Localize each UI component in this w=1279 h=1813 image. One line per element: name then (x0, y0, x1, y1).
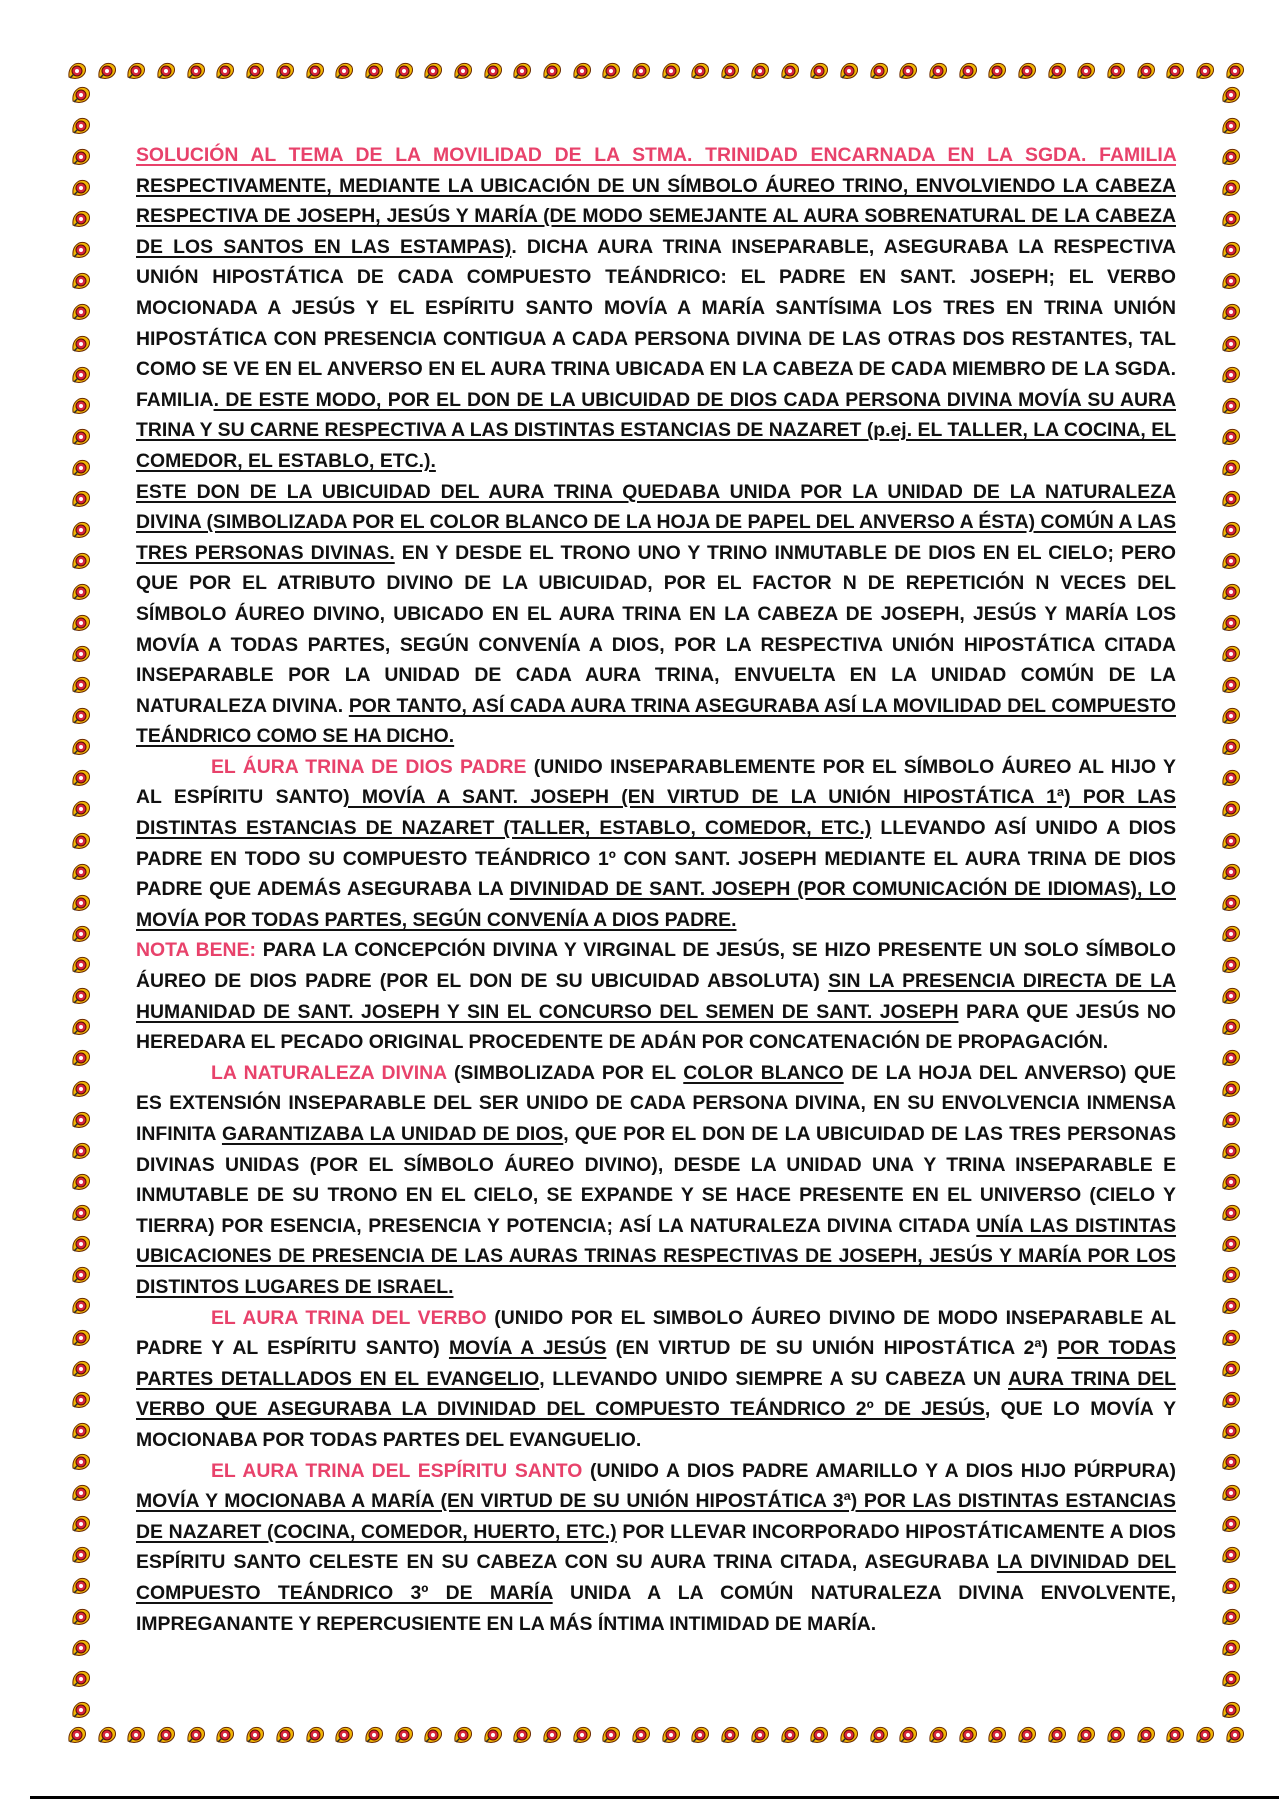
flower-icon (70, 1606, 92, 1628)
flower-icon (70, 84, 92, 106)
flower-icon (1220, 1202, 1242, 1224)
highlighted-heading: EL AURA TRINA DEL VERBO (211, 1306, 487, 1329)
flower-icon (1194, 60, 1216, 82)
flower-icon (541, 60, 563, 82)
flower-icon (125, 1724, 147, 1746)
flower-icon (660, 60, 682, 82)
flower-icon (155, 60, 177, 82)
flower-icon (96, 1724, 118, 1746)
flower-icon (70, 1451, 92, 1473)
flower-icon (600, 60, 622, 82)
flower-icon (808, 1724, 830, 1746)
flower-icon (1016, 1724, 1038, 1746)
flower-icon (214, 1724, 236, 1746)
flower-icon (70, 1171, 92, 1193)
flower-icon (1220, 84, 1242, 106)
paragraph-1 (136, 140, 1176, 477)
flower-icon (838, 1724, 860, 1746)
flower-icon (70, 550, 92, 572)
flower-icon (749, 60, 771, 82)
flower-icon (1220, 861, 1242, 883)
flower-icon (70, 643, 92, 665)
flower-icon (1220, 1264, 1242, 1286)
flower-icon (1220, 612, 1242, 634)
flower-icon (70, 581, 92, 603)
flower-icon (70, 892, 92, 914)
flower-icon (1220, 550, 1242, 572)
flower-icon (927, 60, 949, 82)
flower-icon (986, 1724, 1008, 1746)
underlined-text: MOVÍA Y MOCIONABA A MARÍA (EN VIRTUD DE SU UNIÓN HIPOSTÁTICA 3ª) POR LAS DISTINTAS ESTANCIAS DE NAZARET (COCINA, COMEDOR, HUERTO, ETC.) (136, 1490, 1176, 1543)
flower-icon (304, 60, 326, 82)
flower-icon (482, 1724, 504, 1746)
flower-icon (1220, 1389, 1242, 1411)
flower-icon (1075, 1724, 1097, 1746)
flower-icon (70, 985, 92, 1007)
flower-icon (422, 1724, 444, 1746)
underlined-text: POR TANTO, ASÍ CADA AURA TRINA ASEGURABA ASÍ LA MOVILIDAD DEL COMPUESTO TEÁNDRICO COMO SE HA DICHO. (136, 694, 1176, 748)
flower-icon (96, 60, 118, 82)
flower-icon (70, 674, 92, 696)
flower-icon (630, 1724, 652, 1746)
flower-icon (1220, 395, 1242, 417)
flower-icon (482, 60, 504, 82)
flower-icon (927, 1724, 949, 1746)
flower-icon (185, 60, 207, 82)
flower-icon (1220, 954, 1242, 976)
border-bottom (66, 1722, 1246, 1748)
flower-icon (274, 60, 296, 82)
flower-icon (70, 1544, 92, 1566)
flower-icon (1220, 519, 1242, 541)
underlined-text: UNÍA LAS DISTINTAS UBICACIONES DE PRESENCIA DE LAS AURAS TRINAS RESPECTIVAS DE JOSEPH, JESÚS Y MARÍA POR LOS DISTINTOS LUGARES DE ISRAEL. (136, 1214, 1177, 1298)
highlighted-heading: LA NATURALEZA DIVINA (211, 1061, 447, 1084)
page-bottom-line (30, 1796, 1279, 1799)
flower-icon (1220, 239, 1242, 261)
underlined-text: MOVÍA A JESÚS (448, 1337, 607, 1360)
flower-icon (660, 1724, 682, 1746)
flower-icon (1220, 1047, 1242, 1069)
flower-icon (70, 519, 92, 541)
flower-icon (70, 239, 92, 261)
flower-icon (1220, 1233, 1242, 1255)
flower-icon (70, 1327, 92, 1349)
flower-icon (1220, 1544, 1242, 1566)
text-segment: (UNIDO POR EL SIMBOLO ÁUREO DIVINO DE MODO INSEPARABLE AL PADRE Y AL ESPÍRITU SANTO) (136, 1306, 1176, 1360)
flower-icon (70, 426, 92, 448)
text-segment: (SIMBOLIZADA POR EL (446, 1061, 684, 1084)
flower-icon (1220, 1575, 1242, 1597)
flower-icon (70, 1202, 92, 1224)
flower-icon (70, 923, 92, 945)
text-segment: POR LLEVAR INCORPORADO HIPOSTÁTICAMENTE A DIOS ESPÍRITU SANTO CELESTE EN SU CABEZA CON SU AURA TRINA CITADA, ASEGURABA (136, 1520, 1176, 1574)
flower-icon (70, 1295, 92, 1317)
flower-icon (897, 60, 919, 82)
underlined-text: SIN LA PRESENCIA DIRECTA DE LA HUMANIDAD DE SANT. JOSEPH Y SIN EL CONCURSO DEL SEMEN DE SANT. JOSEPH (136, 970, 1177, 1023)
flower-icon (779, 60, 801, 82)
flower-icon (600, 1724, 622, 1746)
flower-icon (274, 1724, 296, 1746)
flower-icon (1220, 115, 1242, 137)
flower-icon (70, 1575, 92, 1597)
flower-icon (70, 1389, 92, 1411)
flower-icon (868, 1724, 890, 1746)
underlined-text: ESTE DON DE LA UBICUIDAD DEL AURA TRINA QUEDABA UNIDA POR LA UNIDAD DE LA NATURALEZA DIVINA (SIMBOLIZADA POR EL COLOR BLANCO DE LA HOJA DE PAPEL DEL ANVERSO A ÉSTA) COMÚN A LAS TRES PERSONAS DIVINAS. (136, 480, 1176, 564)
flower-icon (70, 736, 92, 758)
text-segment: PARA LA CONCEPCIÓN DIVINA Y VIRGINAL DE JESÚS, SE HIZO PRESENTE UN SOLO SÍMBOLO ÁUREO DE DIOS PADRE (POR EL DON DE SU UBICUIDAD ABSOLUTA) (136, 939, 1176, 993)
flower-icon (1194, 1724, 1216, 1746)
paragraph-7 (136, 1456, 1176, 1640)
flower-icon (70, 767, 92, 789)
flower-icon (1164, 1724, 1186, 1746)
paragraph-3 (136, 752, 1176, 936)
flower-icon (70, 1513, 92, 1535)
border-right (1218, 84, 1244, 1722)
flower-icon (630, 60, 652, 82)
flower-icon (244, 1724, 266, 1746)
flower-icon (1220, 830, 1242, 852)
flower-icon (70, 1482, 92, 1504)
paragraph-4 (136, 935, 1176, 1057)
flower-icon (363, 1724, 385, 1746)
flower-icon (70, 1264, 92, 1286)
flower-icon (70, 1109, 92, 1131)
flower-icon (70, 1047, 92, 1069)
flower-icon (70, 115, 92, 137)
flower-icon (1220, 301, 1242, 323)
flower-icon (1164, 60, 1186, 82)
flower-icon (1220, 1295, 1242, 1317)
underlined-text: GARANTIZABA LA UNIDAD DE DIOS (221, 1123, 564, 1145)
flower-icon (1220, 1171, 1242, 1193)
flower-icon (70, 705, 92, 727)
flower-icon (571, 60, 593, 82)
text-segment: (EN VIRTUD DE SU UNIÓN HIPOSTÁTICA 2ª) (606, 1337, 1058, 1360)
flower-icon (1220, 985, 1242, 1007)
flower-icon (838, 60, 860, 82)
flower-icon (1220, 1699, 1242, 1721)
highlighted-heading: EL ÁURA TRINA DE DIOS PADRE (211, 755, 527, 778)
flower-icon (1220, 674, 1242, 696)
flower-icon (70, 861, 92, 883)
underlined-text: . DE ESTE MODO, POR EL DON DE LA UBICUIDAD DE DIOS CADA PERSONA DIVINA MOVÍA SU AURA TRINA Y SU CARNE RESPECTIVA A LAS DISTINTAS ESTANCIAS DE NAZARET (p.ej. EL TALLER, LA COCINA, EL COMEDOR, EL ESTABLO, ETC.). (136, 388, 1176, 472)
flower-icon (1220, 208, 1242, 230)
flower-icon (70, 1233, 92, 1255)
flower-icon (70, 830, 92, 852)
flower-icon (1220, 333, 1242, 355)
border-left (68, 84, 94, 1722)
flower-icon (1220, 892, 1242, 914)
flower-icon (70, 270, 92, 292)
text-segment: (UNIDO A DIOS PADRE AMARILLO Y A DIOS HIJO PÚRPURA) (582, 1459, 1176, 1482)
flower-icon (1105, 1724, 1127, 1746)
text-segment: , LLEVANDO UNIDO SIEMPRE A SU CABEZA UN (539, 1367, 1009, 1390)
flower-icon (452, 60, 474, 82)
flower-icon (1220, 488, 1242, 510)
flower-icon (1220, 1482, 1242, 1504)
paragraph-5 (136, 1058, 1176, 1303)
flower-icon (333, 60, 355, 82)
text-segment: UNIDA A LA COMÚN NATURALEZA DIVINA ENVOLVENTE, IMPREGANANTE Y REPERCUSIENTE EN LA MÁS ÍNTIMA INTIMIDAD DE MARÍA. (136, 1581, 1176, 1635)
flower-icon (1220, 1327, 1242, 1349)
flower-icon (1220, 426, 1242, 448)
flower-icon (304, 1724, 326, 1746)
flower-icon (1046, 60, 1068, 82)
flower-icon (393, 1724, 415, 1746)
flower-icon (1220, 1668, 1242, 1690)
flower-icon (422, 60, 444, 82)
flower-icon (1220, 177, 1242, 199)
flower-icon (155, 1724, 177, 1746)
flower-icon (571, 1724, 593, 1746)
flower-icon (70, 208, 92, 230)
underlined-text: COLOR BLANCO (683, 1061, 844, 1084)
flower-icon (1075, 60, 1097, 82)
text-segment: (UNIDO INSEPARABLEMENTE POR EL SÍMBOLO ÁUREO AL HIJO Y AL ESPÍRITU SANTO (136, 755, 1176, 809)
flower-icon (689, 60, 711, 82)
flower-icon (719, 1724, 741, 1746)
flower-icon (70, 954, 92, 976)
text-segment: EN Y DESDE EL TRONO UNO Y TRINO INMUTABLE DE DIOS EN EL CIELO; PERO QUE POR EL ATRIBUTO DIVINO DE LA UBICUIDAD, POR EL FACTOR N DE REPETICIÓN N VECES DEL SÍMBOLO ÁUREO DIVINO, UBICADO EN EL AURA TRINA EN LA CABEZA DE JOSEPH, JESÚS Y MARÍA LOS MOVÍA A TODAS PARTES, SEGÚN CONVENÍA A DIOS, POR LA RESPECTIVA UNIÓN HIPOSTÁTICA CITADA INSEPARABLE POR LA UNIDAD DE CADA AURA TRINA, ENVUELTA EN LA UNIDAD COMÚN DE LA NATURALEZA DIVINA. (136, 541, 1176, 717)
flower-icon (66, 60, 88, 82)
text-segment: LLEVANDO ASÍ UNIDO A DIOS PADRE EN TODO SU COMPUESTO TEÁNDRICO 1º CON SANT. JOSEPH MEDIANTE EL AURA TRINA DE DIOS PADRE QUE ADEMÁS ASEGURABA LA (136, 817, 1176, 901)
text-segment: , QUE POR EL DON DE LA UBICUIDAD DE LAS TRES PERSONAS DIVINAS UNIDAS (POR EL SÍMBOLO ÁUREO DIVINO), DESDE LA UNIDAD UNA Y TRINA INSEPARABLE E INMUTABLE DE SU TRONO EN EL CIELO, SE EXPANDE Y SE HACE PRESENTE EN EL UNIVERSO (CIELO Y TIERRA) POR ESENCIA, PRESENCIA Y POTENCIA; ASÍ LA NATURALEZA DIVINA CITADA (136, 1123, 1177, 1237)
flower-icon (957, 60, 979, 82)
flower-icon (1220, 1451, 1242, 1473)
flower-icon (1220, 736, 1242, 758)
text-segment: PARA QUE JESÚS NO HEREDARA EL PECADO ORIGINAL PROCEDENTE DE ADÁN POR CONCATENACIÓN DE PROPAGACIÓN. (136, 1000, 1176, 1054)
flower-icon (1220, 1140, 1242, 1162)
flower-icon (70, 1699, 92, 1721)
flower-icon (70, 1668, 92, 1690)
flower-icon (333, 1724, 355, 1746)
flower-icon (1220, 1078, 1242, 1100)
flower-icon (1220, 767, 1242, 789)
text-segment: . DICHA AURA TRINA INSEPARABLE, ASEGURABA LA RESPECTIVA UNIÓN HIPOSTÁTICA DE CADA COMPUESTO TEÁNDRICO: EL PADRE EN SANT. JOSEPH; EL VERBO MOCIONADA A JESÚS Y EL ESPÍRITU SANTO MOVÍA A MARÍA SANTÍSIMA LOS TRES EN TRINA UNIÓN HIPOSTÁTICA CON PRESENCIA CONTIGUA A CADA PERSONA DIVINA DE LAS OTRAS DOS RESTANTES, TAL COMO SE VE EN EL ANVERSO EN EL AURA TRINA UBICADA EN LA CABEZA DE CADA MIEMBRO DE LA SGDA. FAMILIA (136, 235, 1177, 411)
flower-icon (986, 60, 1008, 82)
paragraph-2 (136, 477, 1176, 752)
flower-icon (1220, 1606, 1242, 1628)
flower-icon (70, 177, 92, 199)
flower-icon (1224, 60, 1246, 82)
underlined-text: AURA TRINA DEL VERBO QUE ASEGURABA LA DIVINIDAD DEL COMPUESTO TEÁNDRICO 2º DE JESÚS (136, 1367, 1177, 1421)
flower-icon (70, 1420, 92, 1442)
flower-icon (957, 1724, 979, 1746)
flower-icon (749, 1724, 771, 1746)
flower-icon (511, 1724, 533, 1746)
document-body (136, 140, 1176, 1639)
flower-icon (1220, 146, 1242, 168)
flower-icon (1220, 1513, 1242, 1535)
flower-icon (1220, 923, 1242, 945)
flower-icon (70, 488, 92, 510)
flower-icon (185, 1724, 207, 1746)
flower-icon (1220, 643, 1242, 665)
flower-icon (70, 1016, 92, 1038)
flower-icon (1220, 270, 1242, 292)
flower-icon (868, 60, 890, 82)
highlighted-heading: NOTA BENE: (136, 939, 256, 962)
flower-icon (70, 1358, 92, 1380)
highlighted-heading: SOLUCIÓN AL TEMA DE LA MOVILIDAD DE LA STMA. TRINIDAD ENCARNADA EN LA SGDA. FAMILIA (136, 144, 1176, 166)
flower-icon (1220, 1109, 1242, 1131)
flower-icon (1220, 1016, 1242, 1038)
flower-icon (897, 1724, 919, 1746)
flower-icon (70, 301, 92, 323)
flower-icon (70, 457, 92, 479)
flower-icon (214, 60, 236, 82)
flower-icon (125, 60, 147, 82)
flower-icon (1220, 1637, 1242, 1659)
flower-icon (70, 1140, 92, 1162)
flower-icon (1046, 1724, 1068, 1746)
flower-icon (70, 798, 92, 820)
flower-icon (70, 364, 92, 386)
text-segment: DE LA HOJA DEL ANVERSO) QUE ES EXTENSIÓN INSEPARABLE DEL SER UNIDO DE CADA PERSONA DIVINA, EN SU ENVOLVENCIA INMENSA INFINITA (136, 1061, 1176, 1145)
highlighted-heading: EL AURA TRINA DEL ESPÍRITU SANTO (211, 1459, 583, 1482)
flower-icon (244, 60, 266, 82)
underlined-text: DIVINIDAD DE SANT. JOSEPH (POR COMUNICACIÓN DE IDIOMAS), LO MOVÍA POR TODAS PARTES, SEGÚN CONVENÍA A DIOS PADRE. (136, 878, 1176, 931)
text-segment: , QUE LO MOVÍA Y MOCIONABA POR TODAS PARTES DEL EVANGUELIO. (136, 1398, 1176, 1451)
border-top (66, 58, 1246, 84)
flower-icon (452, 1724, 474, 1746)
flower-icon (719, 60, 741, 82)
flower-icon (1220, 457, 1242, 479)
underlined-text: POR TODAS PARTES DETALLADOS EN EL EVANGELIO (136, 1337, 1176, 1390)
flower-icon (808, 60, 830, 82)
flower-icon (1220, 1420, 1242, 1442)
flower-icon (1105, 60, 1127, 82)
flower-icon (70, 333, 92, 355)
flower-icon (70, 1637, 92, 1659)
flower-icon (779, 1724, 801, 1746)
flower-icon (70, 146, 92, 168)
flower-icon (541, 1724, 563, 1746)
flower-icon (1016, 60, 1038, 82)
flower-icon (511, 60, 533, 82)
flower-icon (689, 1724, 711, 1746)
underlined-text: ) MOVÍA A SANT. JOSEPH (EN VIRTUD DE LA UNIÓN HIPOSTÁTICA 1ª) POR LAS DISTINTAS ESTANCIAS DE NAZARET (TALLER, ESTABLO, COMEDOR, ETC.) (136, 786, 1176, 840)
flower-icon (1224, 1724, 1246, 1746)
flower-icon (1135, 1724, 1157, 1746)
underlined-text: RESPECTIVAMENTE, MEDIANTE LA UBICACIÓN DE UN SÍMBOLO ÁUREO TRINO, ENVOLVIENDO LA CABEZA RESPECTIVA DE JOSEPH, JESÚS Y MARÍA (DE MODO SEMEJANTE AL AURA SOBRENATURAL DE LA CABEZA DE LOS SANTOS EN LAS ESTAMPAS) (136, 174, 1176, 258)
underlined-text: LA DIVINIDAD DEL COMPUESTO TEÁNDRICO 3º DE MARÍA (136, 1551, 1176, 1604)
flower-icon (1220, 364, 1242, 386)
flower-icon (1135, 60, 1157, 82)
flower-icon (70, 1078, 92, 1100)
paragraph-6 (136, 1303, 1176, 1456)
flower-icon (1220, 581, 1242, 603)
flower-icon (66, 1724, 88, 1746)
flower-icon (1220, 1358, 1242, 1380)
flower-icon (393, 60, 415, 82)
flower-icon (70, 395, 92, 417)
flower-icon (70, 612, 92, 634)
flower-icon (1220, 705, 1242, 727)
flower-icon (363, 60, 385, 82)
flower-icon (1220, 798, 1242, 820)
